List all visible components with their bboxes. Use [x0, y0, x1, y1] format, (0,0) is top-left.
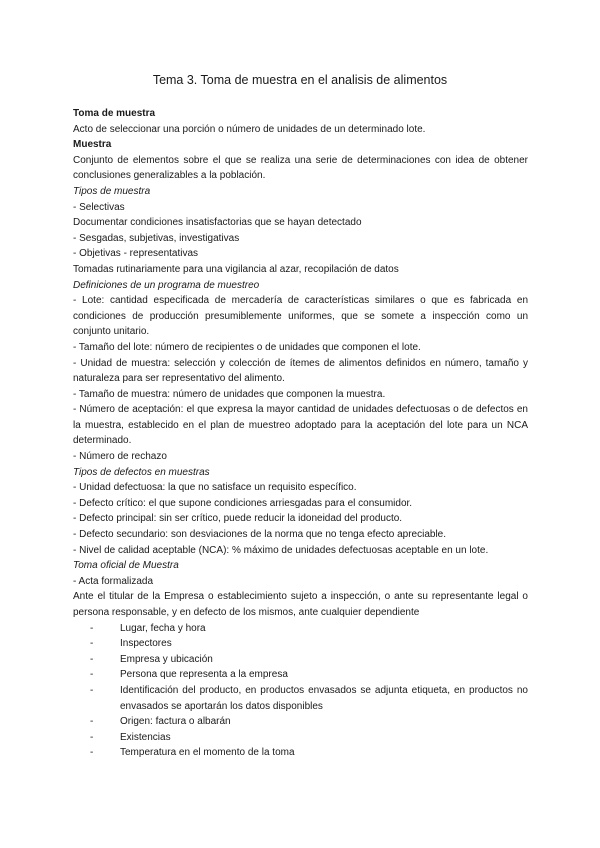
acta-items-list: [73, 621, 528, 761]
definicion-item: - Tamaño de muestra: número de unidades que componen la muestra.: [73, 388, 386, 400]
list-item: - Inspectores: [73, 636, 528, 652]
acta-line: - Acta formalizada: [73, 575, 154, 587]
tipos-muestra-line: - Objetivas - representativas: [73, 248, 199, 260]
definicion-item: - Número de rechazo: [73, 451, 167, 463]
definicion-item: - Tamaño del lote: número de recipientes o de unidades que componen el lote.: [73, 341, 421, 353]
definiciones-heading: Definiciones de un programa de muestreo: [73, 279, 260, 291]
tipos-muestra-line: - Selectivas: [73, 201, 125, 213]
defecto-item: - Defecto secundario: son desviaciones de la norma que no tenga efecto apreciable.: [73, 529, 447, 541]
defecto-item: - Defecto crítico: el que supone condiciones arriesgadas para el consumidor.: [73, 497, 413, 509]
list-item: - Empresa y ubicación: [73, 652, 528, 668]
tipos-muestra-line: Documentar condiciones insatisfactorias que se hayan detectado: [73, 217, 362, 229]
defecto-item: - Nivel de calidad aceptable (NCA): % máximo de unidades defectuosas aceptable en un lote.: [73, 544, 489, 556]
page-title: Tema 3. Toma de muestra en el analisis de alimentos: [152, 73, 448, 87]
defecto-item: - Defecto principal: sin ser crítico, puede reducir la idoneidad del producto.: [73, 513, 403, 525]
toma-definition: Acto de seleccionar una porción o número de unidades de un determinado lote.: [73, 123, 426, 135]
defectos-heading: Tipos de defectos en muestras: [73, 466, 210, 478]
muestra-heading: Muestra: [73, 139, 112, 151]
toma-heading: Toma de muestra: [73, 108, 156, 119]
list-item: - Temperatura en el momento de la toma: [73, 745, 528, 761]
document-body: [73, 106, 528, 761]
list-item: - Lugar, fecha y hora: [73, 621, 528, 637]
list-item: - Origen: factura o albarán: [73, 714, 528, 730]
toma-oficial-heading: Toma oficial de Muestra: [73, 560, 179, 572]
acta-description: Ante el titular de la Empresa o establecimiento sujeto a inspección, o ante su representante legal o persona responsable, y en defecto de los mismos, ante cualquier dependiente: [73, 591, 528, 618]
list-item: - Identificación del producto, en productos envasados se adjunta etiqueta, en productos no envasados se aportarán los datos disponibles: [73, 683, 528, 714]
muestra-definition: Conjunto de elementos sobre el que se realiza una serie de determinaciones con idea de obtener conclusiones generalizables a la población.: [73, 154, 528, 182]
tipos-muestra-heading: Tipos de muestra: [73, 185, 151, 197]
list-item: - Existencias: [73, 730, 528, 746]
list-item: - Persona que representa a la empresa: [73, 667, 528, 683]
definicion-item: - Lote: cantidad especificada de mercadería de características similares o que es fabricada en condiciones de producción presumiblemente uniformes, que se somete a inspección como un conjunto unitario.: [73, 295, 528, 338]
definicion-item: - Número de aceptación: el que expresa la mayor cantidad de unidades defectuosas o de defectos en la muestra, establecido en el plan de muestreo adoptado para la aceptación del lote para un NCA determinado.: [73, 404, 528, 447]
tipos-muestra-line: Tomadas rutinariamente para una vigilancia al azar, recopilación de datos: [73, 263, 399, 275]
tipos-muestra-line: - Sesgadas, subjetivas, investigativas: [73, 232, 240, 244]
defecto-item: - Unidad defectuosa: la que no satisface un requisito específico.: [73, 482, 357, 494]
definicion-item: - Unidad de muestra: selección y colección de ítemes de alimentos definidos en número, tamaño y naturaleza para ser representativo del alimento.: [73, 357, 528, 385]
